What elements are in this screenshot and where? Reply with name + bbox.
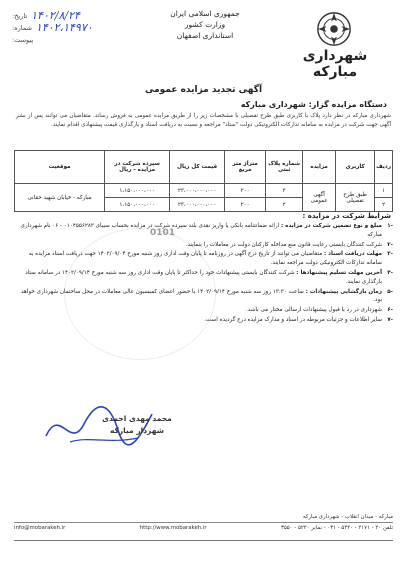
footer-address: مبارکه - میدان انقلاب - شهرداری مبارکه <box>14 512 393 523</box>
condition-number: -۶ <box>387 307 393 314</box>
table-row <box>15 184 393 198</box>
col-header-deposit: سپرده شرکت در مزایده - ریال <box>105 151 170 184</box>
footer-rule <box>14 540 393 541</box>
condition-heading: مبلغ و نوع تضمین شرکت در مزایده : <box>280 223 382 229</box>
cell-plaque: ۲ <box>266 198 303 212</box>
letter-meta <box>12 10 122 46</box>
list-item <box>16 222 393 240</box>
condition-text: ساعت ۱۳:۳۰ روز سه شنبه مورخ ۱۴۰۲/۰۹/۱۴ با حضور اعضای کمیسیون عالی معاملات در محل ساختمان شهرداری خواهد بود. <box>21 288 382 304</box>
condition-heading: آخرین مهلت تسلیم پیشنهادها : <box>296 269 382 276</box>
condition-text: متقاضیان می توانند از تاریخ درج آگهی در روزنامه تا پایان وقت اداری روز شنبه مورخ ۱۴۰۲/۰۹/۰۴ جهت دریافت اسناد مزایده به سامانه تدارکات الکترونیکی دولت مراجعه نمایند. <box>28 251 382 267</box>
signatory-name: محمد مهدی احمدی <box>102 414 172 423</box>
cell-row-number: ۲ <box>375 198 393 212</box>
auction-items-table <box>14 150 393 212</box>
number-label: شماره: <box>12 24 32 32</box>
conditions-list <box>16 222 393 326</box>
col-header-area: متراژ متر مربع <box>225 151 266 184</box>
list-item <box>16 241 393 250</box>
cell-total-price: ۲۳،۰۰۰،۰۰۰،۰۰۰ <box>170 198 225 212</box>
cell-deposit: ۱،۱۵۰،۰۰۰،۰۰۰ <box>105 184 170 198</box>
col-header-total-price: قیمت کل ریال <box>170 151 225 184</box>
notice-intro: شهرداری مبارکه در نظر دارد پلاک یا کاربری طبق طرح تفصیلی با مشخصات زیر را از طریق مزایده عمومی به فروش رساند. متقاضیان می توانند پس از نشر آگهی جهت شرکت در مزایده به سامانه تدارکات الکترونیکی دولت "ستاد" مراجعه و نسبت به دریافت اسناد و بارگذاری قیمت پیشنهادی اقدام نمایند. <box>16 113 391 128</box>
condition-heading: زمان بازگشایی پیشنهادات : <box>305 288 382 295</box>
list-item <box>16 306 393 315</box>
condition-text: شرکت کنندگان بایستی رعایت قانون منع مداخله کارکنان دولت در معاملات را بنمایند. <box>185 241 382 248</box>
cell-usage: طبق طرح تفصیلی <box>336 184 375 212</box>
condition-number: -۲ <box>387 241 393 248</box>
gov-line-province: استانداری اصفهان <box>176 31 234 40</box>
list-item <box>16 269 393 287</box>
gov-line-ministry: وزارت کشور <box>184 20 226 29</box>
condition-text: ارائه ضمانتنامه بانکی یا واریز نقدی بلند سپرده شرکت در مزایده بحساب سیبای ۰۱۰۴۵۵۶۲۸۳ - ۰۶ نام شهرداری مبارکه <box>20 223 382 238</box>
cell-total-price: ۲۳،۰۰۰،۰۰۰،۰۰۰ <box>170 184 225 198</box>
government-header <box>150 8 260 41</box>
condition-text: سایر اطلاعات و جزئیات مربوطه در اسناد و مدارک مزایده درج گردیده است. <box>204 316 382 323</box>
footer-website-link[interactable]: http://www.mobarakeh.ir <box>139 525 207 531</box>
gov-line-republic: جمهوری اسلامی ایران <box>170 9 240 18</box>
condition-number: -۱ <box>387 223 393 229</box>
condition-number: -۴ <box>387 269 393 276</box>
cell-row-number: ۱ <box>375 184 393 198</box>
footer-email-link[interactable]: info@mobarakeh.ir <box>14 525 66 531</box>
footer-contact-row <box>14 523 393 533</box>
municipality-brand-text: شهرداری مبارکه <box>302 48 368 80</box>
cell-area: ۲۰۰ <box>225 184 266 198</box>
cell-deposit: ۱،۱۵۰،۰۰۰،۰۰۰ <box>105 198 170 212</box>
cell-location: مبارکه - خیابان شهید حقانی <box>15 184 105 212</box>
number-row <box>12 22 122 34</box>
condition-text: شهرداری در رد یا قبول پیشنهادات ارسالی مختار می باشد. <box>246 307 382 314</box>
condition-heading: مهلت دریافت اسناد : <box>324 251 382 258</box>
notice-title: آگهی تجدید مزایده عمومی <box>144 85 263 95</box>
list-item <box>16 250 393 268</box>
list-item <box>16 316 393 325</box>
signatory-role: شهردار مبارکه <box>109 426 165 435</box>
attachment-row <box>12 34 122 46</box>
stamp-code: 0101 <box>150 228 176 238</box>
condition-number: -۷ <box>387 316 393 323</box>
cell-area: ۲۰۰ <box>225 198 266 212</box>
municipality-emblem-icon <box>315 10 353 48</box>
cell-auction: آگهی عمومی <box>303 184 336 212</box>
condition-number: -۵ <box>387 288 393 295</box>
col-header-auction: مزایده <box>303 151 336 184</box>
condition-text: شرکت کنندگان بایستی پیشنهادات خود را حداکثر تا پایان وقت اداری روز سه شنبه مورخ ۱۴۰۲/۰۹/۱۴ در سامانه ستاد بارگذاری نمایند. <box>25 269 382 285</box>
footer-phone: تلفن ۲۰ - ۲۱۷۱ - ۵۲۴۰ - ۰۳۱ - نمابر ۵۲۴۰ - ۳۵۵۰ <box>280 525 393 531</box>
notice-subtitle: دستگاه مزایده گزار: شهرداری مبارکه <box>240 100 387 109</box>
number-value: ۱۴۰۲،۱۴۹۷۰ <box>35 21 93 34</box>
date-label: تاریخ: <box>12 12 28 20</box>
municipality-logo <box>281 10 389 80</box>
conditions-title: شرایط شرکت در مزایده : <box>302 212 391 220</box>
col-header-location: موقعیت <box>15 151 105 184</box>
date-value: ۱۴۰۲/۸/۲۴ <box>31 9 80 22</box>
table-header-row <box>15 151 393 184</box>
condition-number: -۳ <box>387 251 393 258</box>
list-item <box>16 288 393 306</box>
col-header-row-number: ردیف <box>375 151 393 184</box>
col-header-plaque: شماره پلاک ثبتی <box>266 151 303 184</box>
footer <box>14 512 393 533</box>
attachment-label: پیوست: <box>12 36 34 44</box>
cell-plaque: ۲ <box>266 184 303 198</box>
col-header-usage: کاربری <box>336 151 375 184</box>
